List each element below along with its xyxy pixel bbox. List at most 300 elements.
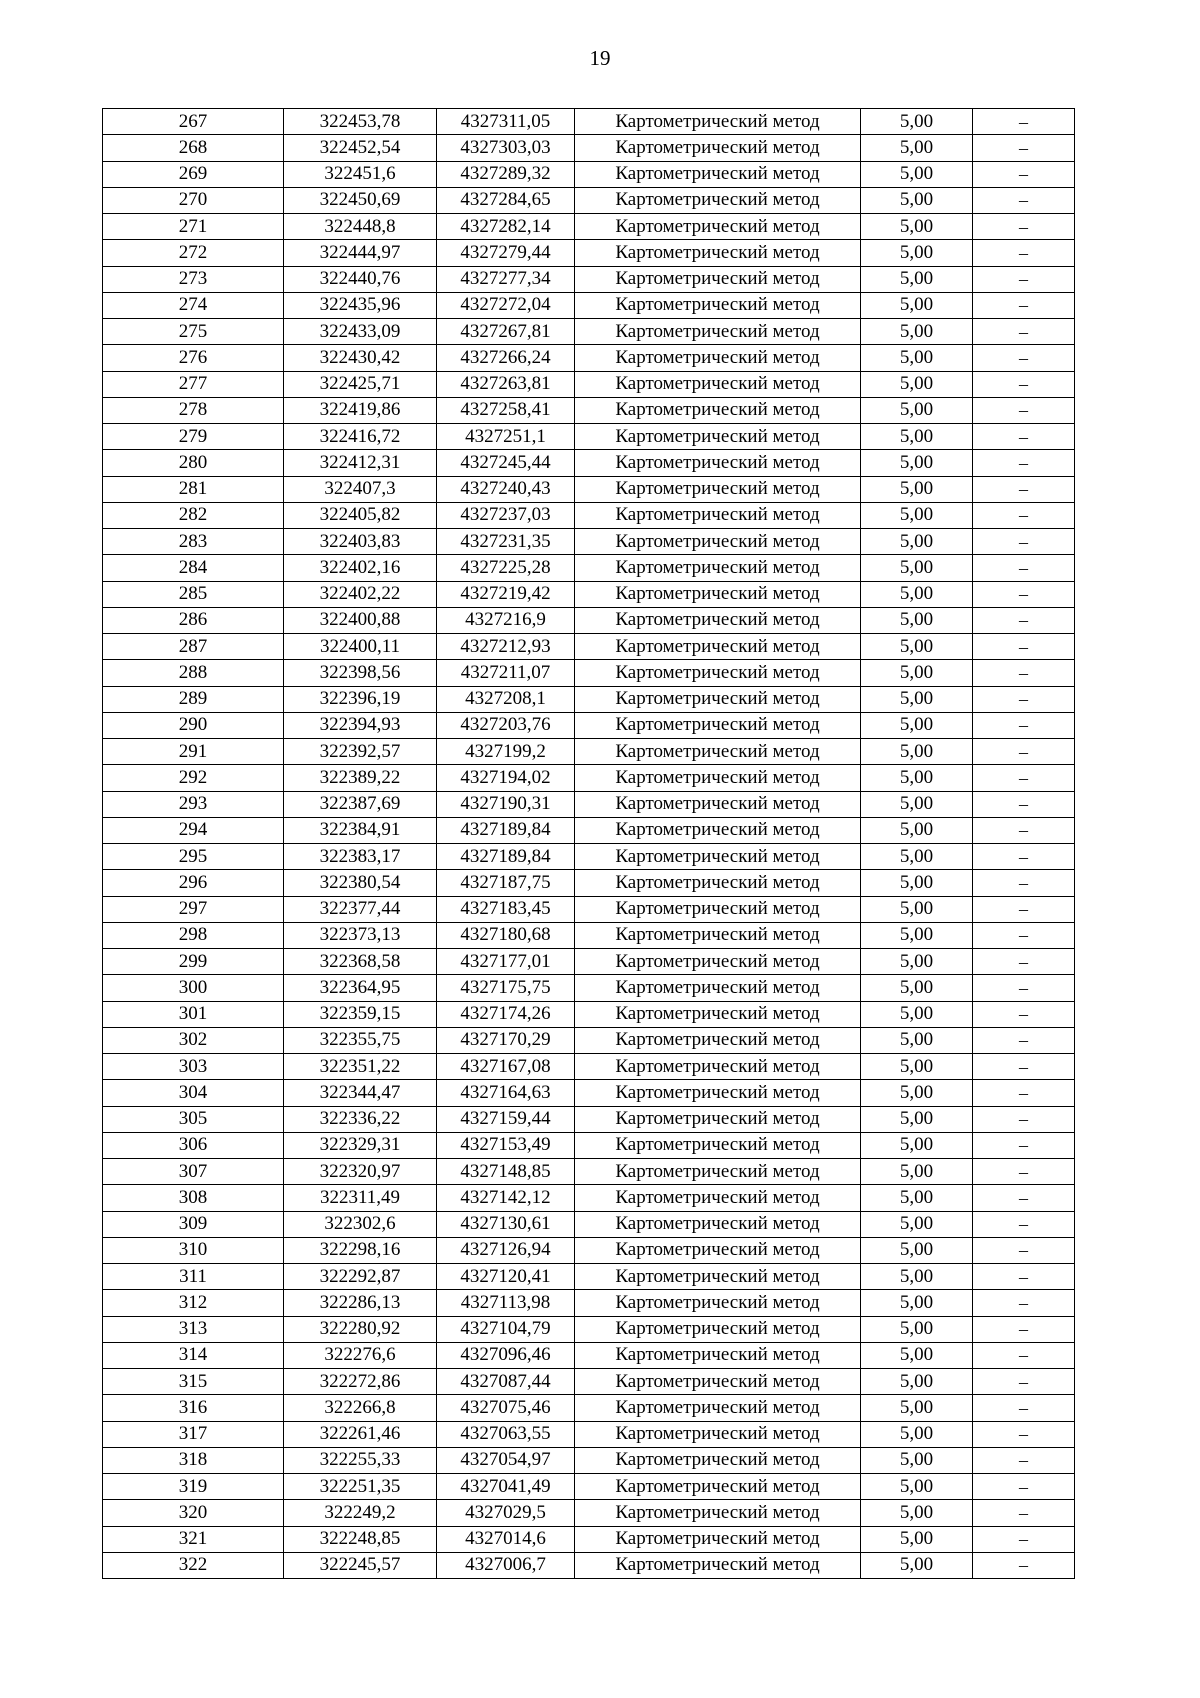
method-cell: Картометрический метод [575,634,861,660]
method-cell: Картометрический метод [575,1316,861,1342]
method-cell: Картометрический метод [575,1106,861,1132]
point-number-cell: 278 [103,397,284,423]
table-row [103,1001,1075,1027]
description-cell: – [973,424,1075,450]
description-cell: – [973,1500,1075,1526]
point-number-cell: 304 [103,1080,284,1106]
description-cell: – [973,765,1075,791]
method-cell: Картометрический метод [575,292,861,318]
table-row [103,1447,1075,1473]
description-cell: – [973,712,1075,738]
y-coordinate-cell: 4327266,24 [437,345,575,371]
point-number-cell: 318 [103,1447,284,1473]
description-cell: – [973,660,1075,686]
point-number-cell: 316 [103,1395,284,1421]
y-coordinate-cell: 4327282,14 [437,214,575,240]
point-number-cell: 314 [103,1342,284,1368]
table-row [103,502,1075,528]
table-row [103,1264,1075,1290]
table-row [103,109,1075,135]
table-row [103,424,1075,450]
x-coordinate-cell: 322286,13 [284,1290,437,1316]
y-coordinate-cell: 4327054,97 [437,1447,575,1473]
x-coordinate-cell: 322380,54 [284,870,437,896]
accuracy-cell: 5,00 [861,371,973,397]
x-coordinate-cell: 322298,16 [284,1237,437,1263]
description-cell: – [973,686,1075,712]
accuracy-cell: 5,00 [861,529,973,555]
table-row [103,1132,1075,1158]
accuracy-cell: 5,00 [861,319,973,345]
description-cell: – [973,949,1075,975]
accuracy-cell: 5,00 [861,1316,973,1342]
table-row [103,896,1075,922]
x-coordinate-cell: 322383,17 [284,844,437,870]
y-coordinate-cell: 4327148,85 [437,1159,575,1185]
description-cell: – [973,1395,1075,1421]
accuracy-cell: 5,00 [861,1159,973,1185]
table-row [103,187,1075,213]
x-coordinate-cell: 322407,3 [284,476,437,502]
y-coordinate-cell: 4327245,44 [437,450,575,476]
accuracy-cell: 5,00 [861,1526,973,1552]
description-cell: – [973,739,1075,765]
point-number-cell: 306 [103,1132,284,1158]
description-cell: – [973,135,1075,161]
y-coordinate-cell: 4327183,45 [437,896,575,922]
point-number-cell: 290 [103,712,284,738]
accuracy-cell: 5,00 [861,1395,973,1421]
method-cell: Картометрический метод [575,266,861,292]
x-coordinate-cell: 322452,54 [284,135,437,161]
accuracy-cell: 5,00 [861,1211,973,1237]
method-cell: Картометрический метод [575,1342,861,1368]
accuracy-cell: 5,00 [861,1001,973,1027]
y-coordinate-cell: 4327014,6 [437,1526,575,1552]
x-coordinate-cell: 322248,85 [284,1526,437,1552]
y-coordinate-cell: 4327104,79 [437,1316,575,1342]
table-row [103,1027,1075,1053]
point-number-cell: 296 [103,870,284,896]
x-coordinate-cell: 322255,33 [284,1447,437,1473]
point-number-cell: 285 [103,581,284,607]
method-cell: Картометрический метод [575,1474,861,1500]
description-cell: – [973,1132,1075,1158]
table-row [103,1185,1075,1211]
point-number-cell: 268 [103,135,284,161]
accuracy-cell: 5,00 [861,607,973,633]
method-cell: Картометрический метод [575,1054,861,1080]
y-coordinate-cell: 4327130,61 [437,1211,575,1237]
y-coordinate-cell: 4327212,93 [437,634,575,660]
x-coordinate-cell: 322448,8 [284,214,437,240]
method-cell: Картометрический метод [575,975,861,1001]
method-cell: Картометрический метод [575,1211,861,1237]
point-number-cell: 276 [103,345,284,371]
table-row [103,1342,1075,1368]
x-coordinate-cell: 322425,71 [284,371,437,397]
y-coordinate-cell: 4327225,28 [437,555,575,581]
point-number-cell: 301 [103,1001,284,1027]
y-coordinate-cell: 4327096,46 [437,1342,575,1368]
description-cell: – [973,240,1075,266]
method-cell: Картометрический метод [575,1001,861,1027]
y-coordinate-cell: 4327303,03 [437,135,575,161]
x-coordinate-cell: 322373,13 [284,922,437,948]
point-number-cell: 280 [103,450,284,476]
accuracy-cell: 5,00 [861,896,973,922]
y-coordinate-cell: 4327190,31 [437,791,575,817]
accuracy-cell: 5,00 [861,345,973,371]
table-row [103,1080,1075,1106]
method-cell: Картометрический метод [575,791,861,817]
y-coordinate-cell: 4327113,98 [437,1290,575,1316]
method-cell: Картометрический метод [575,607,861,633]
x-coordinate-cell: 322392,57 [284,739,437,765]
x-coordinate-cell: 322400,11 [284,634,437,660]
description-cell: – [973,371,1075,397]
method-cell: Картометрический метод [575,1447,861,1473]
x-coordinate-cell: 322403,83 [284,529,437,555]
table-row [103,1552,1075,1578]
point-number-cell: 277 [103,371,284,397]
table-row [103,1106,1075,1132]
point-number-cell: 313 [103,1316,284,1342]
description-cell: – [973,1185,1075,1211]
coordinates-table-body [103,109,1075,1579]
point-number-cell: 267 [103,109,284,135]
table-row [103,739,1075,765]
point-number-cell: 299 [103,949,284,975]
y-coordinate-cell: 4327258,41 [437,397,575,423]
y-coordinate-cell: 4327277,34 [437,266,575,292]
accuracy-cell: 5,00 [861,450,973,476]
y-coordinate-cell: 4327126,94 [437,1237,575,1263]
method-cell: Картометрический метод [575,1237,861,1263]
point-number-cell: 275 [103,319,284,345]
point-number-cell: 284 [103,555,284,581]
description-cell: – [973,397,1075,423]
table-row [103,1369,1075,1395]
y-coordinate-cell: 4327159,44 [437,1106,575,1132]
description-cell: – [973,1027,1075,1053]
method-cell: Картометрический метод [575,922,861,948]
page-number: 19 [589,46,611,70]
accuracy-cell: 5,00 [861,502,973,528]
point-number-cell: 298 [103,922,284,948]
y-coordinate-cell: 4327153,49 [437,1132,575,1158]
y-coordinate-cell: 4327289,32 [437,161,575,187]
point-number-cell: 272 [103,240,284,266]
method-cell: Картометрический метод [575,109,861,135]
point-number-cell: 308 [103,1185,284,1211]
accuracy-cell: 5,00 [861,922,973,948]
accuracy-cell: 5,00 [861,1027,973,1053]
description-cell: – [973,817,1075,843]
y-coordinate-cell: 4327177,01 [437,949,575,975]
description-cell: – [973,476,1075,502]
y-coordinate-cell: 4327284,65 [437,187,575,213]
table-row [103,1526,1075,1552]
x-coordinate-cell: 322261,46 [284,1421,437,1447]
x-coordinate-cell: 322451,6 [284,161,437,187]
method-cell: Картометрический метод [575,161,861,187]
point-number-cell: 269 [103,161,284,187]
accuracy-cell: 5,00 [861,1552,973,1578]
point-number-cell: 288 [103,660,284,686]
description-cell: – [973,529,1075,555]
description-cell: – [973,896,1075,922]
y-coordinate-cell: 4327189,84 [437,844,575,870]
point-number-cell: 289 [103,686,284,712]
accuracy-cell: 5,00 [861,292,973,318]
description-cell: – [973,345,1075,371]
description-cell: – [973,1421,1075,1447]
accuracy-cell: 5,00 [861,870,973,896]
method-cell: Картометрический метод [575,949,861,975]
accuracy-cell: 5,00 [861,1185,973,1211]
accuracy-cell: 5,00 [861,975,973,1001]
x-coordinate-cell: 322336,22 [284,1106,437,1132]
x-coordinate-cell: 322311,49 [284,1185,437,1211]
method-cell: Картометрический метод [575,1264,861,1290]
method-cell: Картометрический метод [575,1552,861,1578]
method-cell: Картометрический метод [575,187,861,213]
x-coordinate-cell: 322344,47 [284,1080,437,1106]
accuracy-cell: 5,00 [861,424,973,450]
point-number-cell: 312 [103,1290,284,1316]
method-cell: Картометрический метод [575,1395,861,1421]
table-row [103,555,1075,581]
x-coordinate-cell: 322402,22 [284,581,437,607]
description-cell: – [973,607,1075,633]
table-row [103,607,1075,633]
accuracy-cell: 5,00 [861,686,973,712]
point-number-cell: 303 [103,1054,284,1080]
description-cell: – [973,870,1075,896]
y-coordinate-cell: 4327029,5 [437,1500,575,1526]
method-cell: Картометрический метод [575,1421,861,1447]
table-row [103,476,1075,502]
x-coordinate-cell: 322384,91 [284,817,437,843]
method-cell: Картометрический метод [575,1132,861,1158]
accuracy-cell: 5,00 [861,240,973,266]
y-coordinate-cell: 4327187,75 [437,870,575,896]
method-cell: Картометрический метод [575,1185,861,1211]
table-row [103,371,1075,397]
table-row [103,397,1075,423]
x-coordinate-cell: 322419,86 [284,397,437,423]
y-coordinate-cell: 4327263,81 [437,371,575,397]
table-row [103,817,1075,843]
description-cell: – [973,1342,1075,1368]
method-cell: Картометрический метод [575,712,861,738]
point-number-cell: 319 [103,1474,284,1500]
y-coordinate-cell: 4327167,08 [437,1054,575,1080]
x-coordinate-cell: 322280,92 [284,1316,437,1342]
y-coordinate-cell: 4327120,41 [437,1264,575,1290]
table-row [103,791,1075,817]
method-cell: Картометрический метод [575,765,861,791]
point-number-cell: 271 [103,214,284,240]
table-row [103,922,1075,948]
method-cell: Картометрический метод [575,502,861,528]
point-number-cell: 294 [103,817,284,843]
y-coordinate-cell: 4327006,7 [437,1552,575,1578]
y-coordinate-cell: 4327272,04 [437,292,575,318]
description-cell: – [973,1159,1075,1185]
description-cell: – [973,1474,1075,1500]
accuracy-cell: 5,00 [861,581,973,607]
y-coordinate-cell: 4327189,84 [437,817,575,843]
accuracy-cell: 5,00 [861,135,973,161]
x-coordinate-cell: 322276,6 [284,1342,437,1368]
y-coordinate-cell: 4327211,07 [437,660,575,686]
x-coordinate-cell: 322272,86 [284,1369,437,1395]
point-number-cell: 295 [103,844,284,870]
point-number-cell: 321 [103,1526,284,1552]
coordinates-table [102,108,1075,1579]
x-coordinate-cell: 322405,82 [284,502,437,528]
table-row [103,1159,1075,1185]
table-row [103,949,1075,975]
y-coordinate-cell: 4327279,44 [437,240,575,266]
table-row [103,292,1075,318]
description-cell: – [973,1369,1075,1395]
x-coordinate-cell: 322440,76 [284,266,437,292]
accuracy-cell: 5,00 [861,476,973,502]
table-row [103,1290,1075,1316]
x-coordinate-cell: 322266,8 [284,1395,437,1421]
method-cell: Картометрический метод [575,345,861,371]
method-cell: Картометрический метод [575,844,861,870]
point-number-cell: 287 [103,634,284,660]
accuracy-cell: 5,00 [861,791,973,817]
description-cell: – [973,791,1075,817]
table-row [103,1500,1075,1526]
x-coordinate-cell: 322377,44 [284,896,437,922]
x-coordinate-cell: 322364,95 [284,975,437,1001]
x-coordinate-cell: 322302,6 [284,1211,437,1237]
accuracy-cell: 5,00 [861,109,973,135]
point-number-cell: 322 [103,1552,284,1578]
x-coordinate-cell: 322329,31 [284,1132,437,1158]
method-cell: Картометрический метод [575,739,861,765]
table-row [103,660,1075,686]
accuracy-cell: 5,00 [861,817,973,843]
y-coordinate-cell: 4327041,49 [437,1474,575,1500]
accuracy-cell: 5,00 [861,739,973,765]
x-coordinate-cell: 322251,35 [284,1474,437,1500]
accuracy-cell: 5,00 [861,1421,973,1447]
table-row [103,240,1075,266]
x-coordinate-cell: 322355,75 [284,1027,437,1053]
method-cell: Картометрический метод [575,686,861,712]
y-coordinate-cell: 4327180,68 [437,922,575,948]
method-cell: Картометрический метод [575,214,861,240]
description-cell: – [973,555,1075,581]
accuracy-cell: 5,00 [861,1054,973,1080]
accuracy-cell: 5,00 [861,1106,973,1132]
accuracy-cell: 5,00 [861,555,973,581]
x-coordinate-cell: 322245,57 [284,1552,437,1578]
x-coordinate-cell: 322368,58 [284,949,437,975]
y-coordinate-cell: 4327170,29 [437,1027,575,1053]
method-cell: Картометрический метод [575,896,861,922]
accuracy-cell: 5,00 [861,1132,973,1158]
method-cell: Картометрический метод [575,660,861,686]
point-number-cell: 302 [103,1027,284,1053]
x-coordinate-cell: 322396,19 [284,686,437,712]
table-row [103,319,1075,345]
description-cell: – [973,581,1075,607]
accuracy-cell: 5,00 [861,1290,973,1316]
y-coordinate-cell: 4327237,03 [437,502,575,528]
table-row [103,1421,1075,1447]
description-cell: – [973,450,1075,476]
accuracy-cell: 5,00 [861,266,973,292]
x-coordinate-cell: 322320,97 [284,1159,437,1185]
accuracy-cell: 5,00 [861,161,973,187]
x-coordinate-cell: 322359,15 [284,1001,437,1027]
method-cell: Картометрический метод [575,424,861,450]
table-row [103,1237,1075,1263]
method-cell: Картометрический метод [575,1500,861,1526]
method-cell: Картометрический метод [575,319,861,345]
description-cell: – [973,266,1075,292]
point-number-cell: 292 [103,765,284,791]
table-row [103,634,1075,660]
x-coordinate-cell: 322249,2 [284,1500,437,1526]
table-row [103,529,1075,555]
accuracy-cell: 5,00 [861,1369,973,1395]
description-cell: – [973,1526,1075,1552]
y-coordinate-cell: 4327063,55 [437,1421,575,1447]
description-cell: – [973,214,1075,240]
table-row [103,450,1075,476]
method-cell: Картометрический метод [575,397,861,423]
y-coordinate-cell: 4327194,02 [437,765,575,791]
accuracy-cell: 5,00 [861,712,973,738]
table-row [103,214,1075,240]
x-coordinate-cell: 322400,88 [284,607,437,633]
accuracy-cell: 5,00 [861,187,973,213]
method-cell: Картометрический метод [575,870,861,896]
x-coordinate-cell: 322416,72 [284,424,437,450]
method-cell: Картометрический метод [575,1369,861,1395]
table-row [103,1474,1075,1500]
accuracy-cell: 5,00 [861,844,973,870]
x-coordinate-cell: 322394,93 [284,712,437,738]
description-cell: – [973,1211,1075,1237]
point-number-cell: 293 [103,791,284,817]
y-coordinate-cell: 4327175,75 [437,975,575,1001]
description-cell: – [973,1290,1075,1316]
method-cell: Картометрический метод [575,1159,861,1185]
point-number-cell: 315 [103,1369,284,1395]
y-coordinate-cell: 4327142,12 [437,1185,575,1211]
method-cell: Картометрический метод [575,240,861,266]
accuracy-cell: 5,00 [861,949,973,975]
y-coordinate-cell: 4327219,42 [437,581,575,607]
accuracy-cell: 5,00 [861,634,973,660]
method-cell: Картометрический метод [575,1080,861,1106]
x-coordinate-cell: 322398,56 [284,660,437,686]
x-coordinate-cell: 322453,78 [284,109,437,135]
point-number-cell: 282 [103,502,284,528]
description-cell: – [973,292,1075,318]
table-row [103,345,1075,371]
